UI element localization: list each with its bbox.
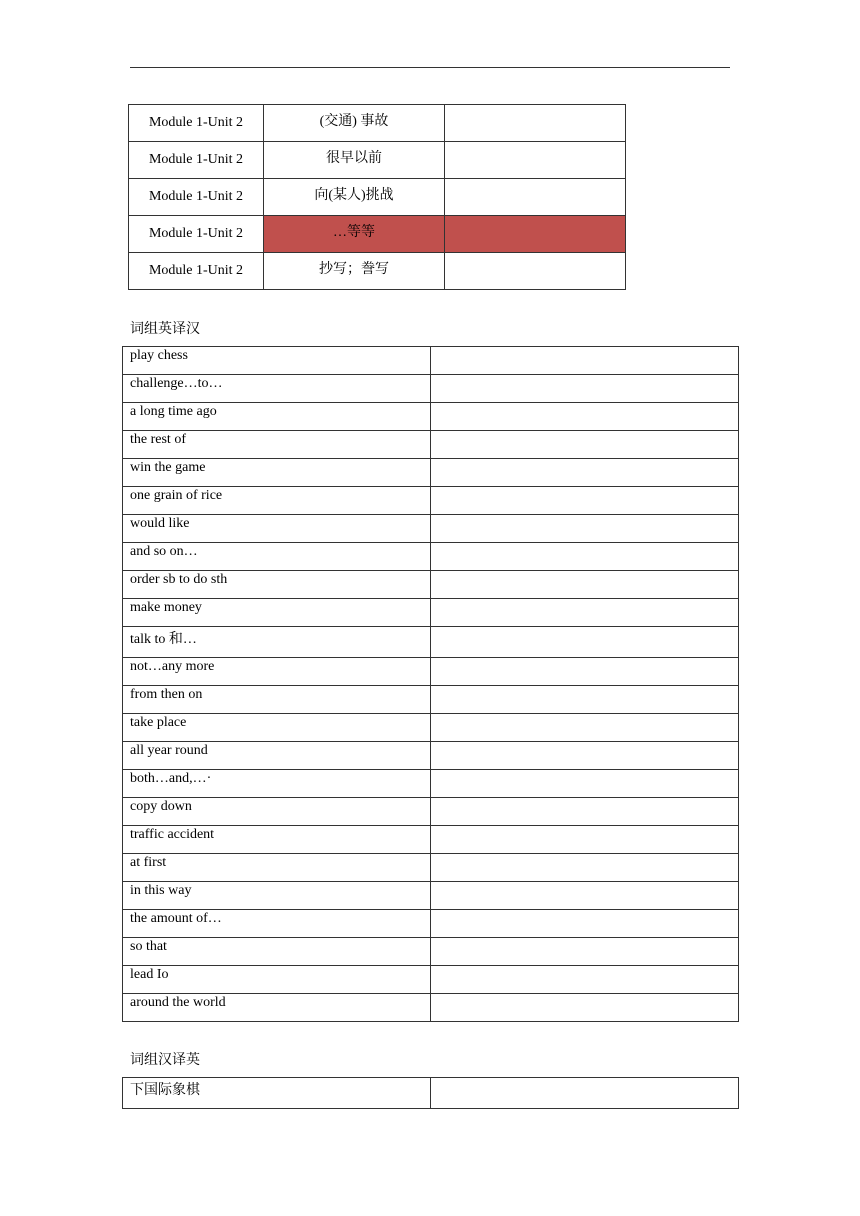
chinese-cell: (交通) 事故 xyxy=(264,105,445,142)
phrase-cell: take place xyxy=(123,714,431,742)
section-heading-zh2en: 词组汉译英 xyxy=(130,1053,200,1068)
chinese-cell: 很早以前 xyxy=(264,142,445,179)
table-row xyxy=(129,142,626,179)
table-row xyxy=(123,459,739,487)
table-row xyxy=(123,938,739,966)
answer-cell[interactable] xyxy=(431,994,739,1022)
answer-cell[interactable] xyxy=(431,431,739,459)
phrase-cell: a long time ago xyxy=(123,403,431,431)
phrase-cell: and so on… xyxy=(123,543,431,571)
phrase-cell: 下国际象棋 xyxy=(123,1078,431,1109)
answer-cell[interactable] xyxy=(431,571,739,599)
answer-cell[interactable] xyxy=(431,627,739,658)
answer-cell[interactable] xyxy=(431,459,739,487)
phrase-cell: not…any more xyxy=(123,658,431,686)
table-row xyxy=(129,105,626,142)
chinese-cell: 向(某人)挑战 xyxy=(264,179,445,216)
phrase-cell: in this way xyxy=(123,882,431,910)
phrase-cell: around the world xyxy=(123,994,431,1022)
table-row xyxy=(123,770,739,798)
answer-cell[interactable] xyxy=(431,910,739,938)
phrase-cell: would like xyxy=(123,515,431,543)
phrase-cell: one grain of rice xyxy=(123,487,431,515)
phrase-cell: talk to 和… xyxy=(123,627,431,658)
table-row xyxy=(123,515,739,543)
phrase-cell: at first xyxy=(123,854,431,882)
phrase-cell: all year round xyxy=(123,742,431,770)
phrase-cell: lead Io xyxy=(123,966,431,994)
answer-cell[interactable] xyxy=(445,216,626,253)
table-row xyxy=(123,854,739,882)
section-heading-en2zh: 词组英译汉 xyxy=(130,322,200,337)
table-row xyxy=(123,627,739,658)
answer-cell[interactable] xyxy=(431,658,739,686)
en2zh-table xyxy=(122,346,739,1022)
table-row xyxy=(123,994,739,1022)
table-row xyxy=(123,658,739,686)
table-row xyxy=(123,599,739,627)
zh2en-table xyxy=(122,1077,739,1109)
answer-cell[interactable] xyxy=(431,966,739,994)
table-row xyxy=(123,375,739,403)
phrase-cell: from then on xyxy=(123,686,431,714)
phrase-cell: traffic accident xyxy=(123,826,431,854)
answer-cell[interactable] xyxy=(431,543,739,571)
phrase-cell: order sb to do sth xyxy=(123,571,431,599)
answer-cell[interactable] xyxy=(431,515,739,543)
phrase-cell: copy down xyxy=(123,798,431,826)
table-row xyxy=(123,403,739,431)
chinese-cell: …等等 xyxy=(264,216,445,253)
table-row xyxy=(123,798,739,826)
unit-cell: Module 1-Unit 2 xyxy=(129,142,264,179)
table-row xyxy=(123,714,739,742)
answer-cell[interactable] xyxy=(431,1078,739,1109)
answer-cell[interactable] xyxy=(431,714,739,742)
answer-cell[interactable] xyxy=(431,403,739,431)
table-row xyxy=(123,910,739,938)
answer-cell[interactable] xyxy=(445,179,626,216)
answer-cell[interactable] xyxy=(431,826,739,854)
answer-cell[interactable] xyxy=(431,770,739,798)
table-row xyxy=(123,571,739,599)
answer-cell[interactable] xyxy=(445,253,626,290)
header-rule xyxy=(130,67,730,68)
unit-cell: Module 1-Unit 2 xyxy=(129,105,264,142)
table-row xyxy=(123,826,739,854)
answer-cell[interactable] xyxy=(431,599,739,627)
table-row xyxy=(123,686,739,714)
phrase-cell: win the game xyxy=(123,459,431,487)
unit-cell: Module 1-Unit 2 xyxy=(129,253,264,290)
answer-cell[interactable] xyxy=(431,854,739,882)
answer-cell[interactable] xyxy=(431,347,739,375)
phrase-cell: make money xyxy=(123,599,431,627)
answer-cell[interactable] xyxy=(431,686,739,714)
table-row xyxy=(123,487,739,515)
answer-cell[interactable] xyxy=(431,742,739,770)
table-row xyxy=(123,966,739,994)
answer-cell[interactable] xyxy=(431,487,739,515)
unit-cell: Module 1-Unit 2 xyxy=(129,179,264,216)
phrase-cell: both…and,…· xyxy=(123,770,431,798)
table-row xyxy=(129,179,626,216)
phrase-cell: so that xyxy=(123,938,431,966)
chinese-cell: 抄写；誊写 xyxy=(264,253,445,290)
table-row xyxy=(123,742,739,770)
unit-cell: Module 1-Unit 2 xyxy=(129,216,264,253)
table-row xyxy=(123,347,739,375)
phrase-cell: challenge…to… xyxy=(123,375,431,403)
vocab-table xyxy=(128,104,626,290)
answer-cell[interactable] xyxy=(445,142,626,179)
answer-cell[interactable] xyxy=(431,798,739,826)
table-row xyxy=(123,882,739,910)
phrase-cell: play chess xyxy=(123,347,431,375)
phrase-cell: the rest of xyxy=(123,431,431,459)
table-row-highlighted xyxy=(129,216,626,253)
answer-cell[interactable] xyxy=(431,938,739,966)
table-row xyxy=(123,431,739,459)
answer-cell[interactable] xyxy=(431,375,739,403)
table-row xyxy=(123,1078,739,1109)
table-row xyxy=(129,253,626,290)
phrase-cell: the amount of… xyxy=(123,910,431,938)
answer-cell[interactable] xyxy=(445,105,626,142)
answer-cell[interactable] xyxy=(431,882,739,910)
table-row xyxy=(123,543,739,571)
